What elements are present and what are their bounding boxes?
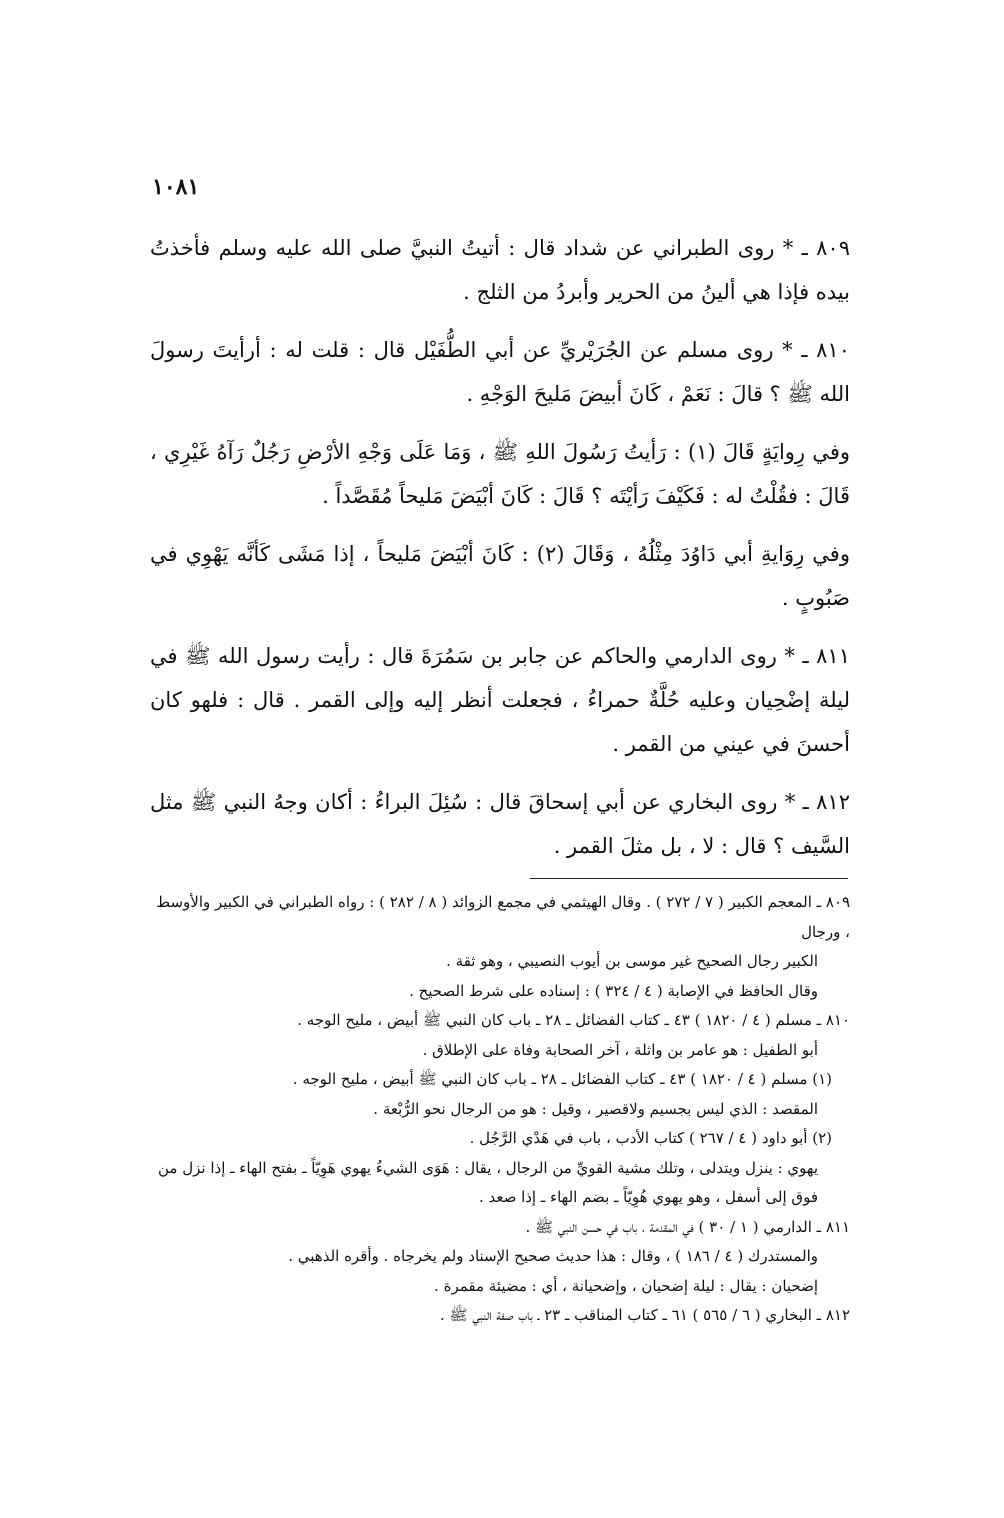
- hadith-811: ٨١١ ـ * روى الدارمي والحاكم عن جابر بن سَمُرَةَ قال : رأيت رسول الله ﷺ في ليلة إضْحِيان وعليه حُلَّةٌ حمراءُ ، فجعلت أنظر إليه وإلى القمر . قال : فلهو كان أحسنَ في عيني من القمر .: [150, 644, 850, 756]
- footnote-line: وقال الحافظ في الإصابة ( ٤ / ٣٢٤ ) : إسناده على شرط الصحيح .: [409, 981, 818, 1000]
- main-text: [150, 226, 850, 882]
- hadith-810-narration-2: وفي رِوَايةِ أبي دَاوُدَ مِثْلُهُ ، وَقَالَ (٢) : كَانَ أبْيَضَ مَليحاً ، إذا مَشَى كَأنَّه يَهْوِي في صَبُوبٍ .: [150, 542, 850, 610]
- footnote-line: ٨١٢ ـ البخاري ( ٦ / ٥٦٥ ) ٦١ ـ كتاب المناقب ـ ٢٣ ـ باب صفة النبي ﷺ .: [439, 1306, 850, 1324]
- footnote-line: يهوي : ينزل ويتدلى ، وتلك مشية القويِّ من الرجال ، يقال : هَوَى الشيءُ يهوي هَوِيّاً ـ بفتح الهاء ـ إذا نزل من: [158, 1158, 818, 1177]
- footnote-line: إضحيان : يقال : ليلة إضحيان ، وإضحيانة ، أي : مضيئة مقمرة .: [434, 1276, 818, 1295]
- footnote-divider: [530, 878, 848, 879]
- footnote-line: أبو الطفيل : هو عامر بن واثلة ، آخر الصحابة وفاة على الإطلاق .: [422, 1040, 818, 1059]
- footnote-line: ٨١٠ ـ مسلم ( ٤ / ١٨٢٠ ) ٤٣ ـ كتاب الفضائل ـ ٢٨ ـ باب كان النبي ﷺ أبيض ، مليح الوجه .: [297, 1011, 850, 1029]
- footnote-line: والمستدرك ( ٤ / ١٨٦ ) ، وقال : هذا حديث صحيح الإسناد ولم يخرجاه . وأقره الذهبي .: [288, 1247, 818, 1265]
- footnote-line: المقصد : الذي ليس بجسيم ولاقصير ، وقيل : هو من الرجال نحو الرُّبْعة .: [373, 1099, 818, 1118]
- footnote-line: فوق إلى أسفل ، وهو يهوي هُوِيّاً ـ بضم الهاء ـ إذا صعد .: [478, 1188, 818, 1206]
- footnote-line: (١) مسلم ( ٤ / ١٨٢٠ ) ٤٣ ـ كتاب الفضائل ـ ٢٨ ـ باب كان النبي ﷺ أبيض ، مليح الوجه .: [292, 1070, 832, 1088]
- footnote-line: الكبير رجال الصحيح غير موسى بن أيوب النصيبي ، وهو ثقة .: [446, 952, 818, 970]
- footnote-line: ٨١١ ـ الدارمي ( ١ / ٣٠ ) في المقدمة ، باب في حسن النبي ﷺ .: [525, 1217, 850, 1236]
- footnotes: [150, 888, 850, 1331]
- footnote-line: (٢) أبو داود ( ٤ / ٢٦٧ ) كتاب الأدب ، باب في هَدْي الرَّجُل .: [469, 1129, 832, 1147]
- hadith-810: ٨١٠ ـ * روى مسلم عن الجُرَيْريِّ عن أبي الطُّفَيْل قال : قلت له : أرأيتَ رسولَ الله ﷺ ؟ قالَ : نَعَمْ ، كَانَ أبيضَ مَليحَ الوَجْهِ .: [150, 338, 850, 406]
- hadith-809: ٨٠٩ ـ * روى الطبراني عن شداد قال : أتيتُ النبيَّ صلى الله عليه وسلم فأخذتُ بيده فإذا هي ألينُ من الحرير وأبردُ من الثلج .: [150, 236, 850, 304]
- footnote-line: ٨٠٩ ـ المعجم الكبير ( ٧ / ٢٧٢ ) . وقال الهيثمي في مجمع الزوائد ( ٨ / ٢٨٢ ) : رواه الطبراني في الكبير والأوسط ، ورجال: [156, 893, 850, 941]
- hadith-810-narration-1: وفي رِوايَةٍ قَالَ (١) : رَأيتُ رَسُولَ اللهِ ﷺ ، وَمَا عَلَى وَجْهِ الأرْضِ رَجُلٌ رَآهُ غَيْرِي ، قَالَ : فقُلْتُ له : فَكَيْفَ رَأيْتَه ؟ قَالَ : كَانَ أبْيَضَ مَليحاً مُقَصَّداً .: [150, 440, 850, 508]
- hadith-812: ٨١٢ ـ * روى البخاري عن أبي إسحاقَ قال : سُئِلَ البراءُ : أكان وجهُ النبي ﷺ مثل السَّيف ؟ قال : لا ، بل مثلَ القمر .: [150, 790, 850, 858]
- page-number: ١٠٨١: [152, 174, 200, 200]
